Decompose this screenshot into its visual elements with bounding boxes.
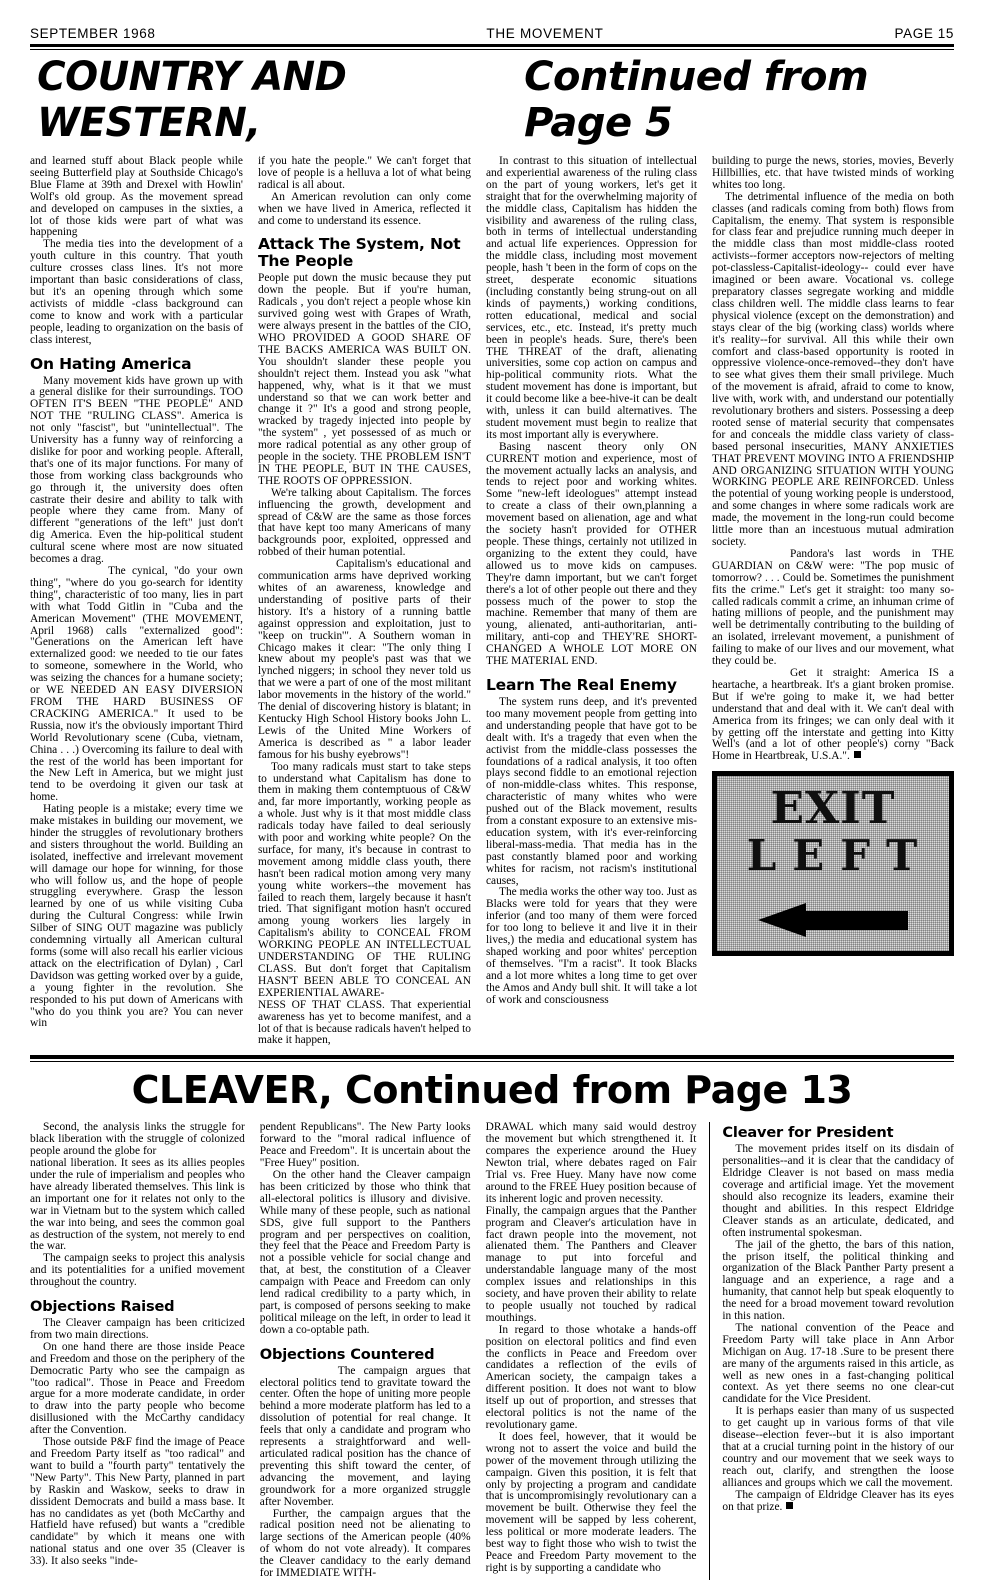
article2-column-1: [30, 1122, 258, 1580]
exit-graphic-line2: LEFT: [746, 831, 934, 881]
paragraph: pendent Republicans". The New Party looks forward to the "moral radical influence of Peace and Freedom". It is uncertain about the "Free Huey" position.: [259, 1121, 471, 1170]
subheading-on-hating-america: On Hating America: [30, 354, 192, 373]
paragraph: if you hate the people." We can't forget that love of people is a helluva a lot of what being radical is all about.: [258, 155, 471, 191]
subheading-learn-the-real-enemy: Learn The Real Enemy: [486, 675, 677, 694]
paragraph: Capitalism's educational and communication arms have deprived working whites of an awareness, knowledge and understanding of positive parts of their history. It's a history of a running battle against oppression and exploitation, just to "keep on truckin'". A Southern woman in Chicago makes it clear: "The only thing I knew about my people's past was that we lynched niggers; in school they never told us that we were a part of one of the most militant labor movements in the history of the world." The denial of discovering history is blatant; in Kentucky High School History books John L. Lewis of the United Mine Workers of America is described as " a labor leader famous for his bushy eyebrows"!: [258, 558, 471, 761]
paragraph: Second, the analysis links the struggle for black liberation with the struggle of colonized people around the globe for: [30, 1121, 245, 1158]
left-arrow-icon: [717, 903, 949, 937]
paragraph: Hating people is a mistake; every time we make mistakes in building our movement, we hinder the struggles of revolutionary brothers and sisters throughout the world. Building an isolated, ineffective and irrelevant movement will damage our hope for winning, for those who will follow us, and the hope of people struggling everywhere. Grasp the lesson learned by one of us while visiting Cuba during the Cultural Congress: while Irwin Silber of SING OUT magazine was publicly condemning virtually all American cultural forms (some will also recall his earlier vicious attack on the electrification of Dylan) , Carl Davidson was getting worked over by a guide, a young fighter in the revolution. She responded to his put down of Americans with "who do you think you are? You can never win: [30, 803, 243, 1030]
paragraph: People put down the music because they put down the people. But if you're human, Radicals , you don't reject a people whose kin survived going west with Grapes of Wrath, were always present in the battles of the CIO, WHO PROVIDED A GOOD SHARE OF THE BACKS AMERICA WAS BUILT ON. You shouldn't slander these people you shouldn't reject them. Instead you ask "what happened, why, what is it that we must understand so that we can work better and change it ?" It's a good and strong people, wracked by tragedy injected into people by "the system" , yet possessed of as much or more radical potential as any other group of people in the society. THE PROBLEM ISN'T IN THE PEOPLE, BUT IN THE CAUSES, THE ROOTS OF OPPRESSION.: [258, 272, 471, 487]
subheading-cleaver-for-president: Cleaver for President: [722, 1124, 894, 1142]
exit-graphic-line1: EXIT: [770, 783, 896, 835]
article1-headline-continued: Continued from Page 5: [524, 54, 869, 146]
paragraph: and learned stuff about Black people while seeing Butterfield play at Southside Chicago's Blue Flame at 39th and Drexel with Howlin' Wolf's old group. As the movement spread and developed on campuses in the sixties, a lot of those kids were part of what was happening: [30, 155, 243, 239]
paragraph: The Cleaver campaign has been criticized from two main directions.: [30, 1317, 245, 1341]
subheading-attack-the-system: Attack The System, Not The People: [258, 235, 461, 271]
end-mark-icon: [786, 1502, 793, 1509]
paragraph: It does feel, however, that it would be wrong not to assert the voice and build the power of the movement through utilizing the campaign. Given this position, it is felt that only by projecting a program and candidate that is uncompromisingly revolutionary can a movement be built. Otherwise they feel the movement will be sapped by less coherent, less political or more moderate leaders. The best way to fight those who wish to twist the Peace and Freedom Party movement to the right is by supporting a candidate who: [485, 1430, 697, 1574]
paragraph: In contrast to this situation of intellectual and experiential awareness of the ruling class on the part of young workers, let's get it straight that for the overwhelming majority of the middle class, Capitalism has hidden the visibility and awareness of the ruling class, both in terms of intellectual understanding and actual life experiences. Oppression for the middle class, including most movement people, hash 't been in the form of cops on the street, desperate economic situations (including constantly being strung-out on all kinds of payments,) working conditions, rotten educational, medical and social services, etc., etc. Instead, it's pretty much been in people's heads. Sure, there's been THE THREAT of the draft, alienating universities, some cop action on campus and hip-political community riots. What the student movement has done is important, but it could become like a bee-hive-it can be dealt with, unless it can build alternatives. The student movement must begin to realize that its most important ally is everywhere.: [486, 155, 697, 441]
paragraph: The media works the other way too. Just as Blacks were told for years that they were inferior (and too many of them were forced for too long to believe it and live it in their lives,) the media and educational system has shaped working and poor whites' perception of themselves. "I'm a racist". It took Blacks and a lot more whites a long time to get over the Amos and Andy bull shit. It will take a lot of work and consciousness: [486, 886, 697, 1006]
paragraph: Too many radicals must start to take steps to understand what Capitalism has done to them in making them contemptuous of C&W and, far more importantly, working people as a whole. Just why is it that most middle class radicals today have failed to deal seriously with poor and working white people? On the surface, for many, it's because in contrast to movement among middle class youth, there hasn't been radical motion among very many young white workers--the movement has failed to reach them, largely because it hasn't tried. That signifigant motion hasn't occured among young workers lies largely in Capitalism's ability to CONCEAL FROM WORKING PEOPLE AN INTELLECTUAL UNDERSTANDING OF THE RULING CLASS. But don't forget that Capitalism HASN'T BEEN ABLE TO CONCEAL AN EXPERIENTIAL AWARE-: [258, 760, 471, 999]
masthead-page-number: PAGE 15: [894, 26, 954, 41]
paragraph: The campaign argues that electoral politics tend to gravitate toward the center. Often the hope of uniting more people behind a more moderate platform has led to a dissolution of potential for real change. It feels that only a candidate and program who represents a straightforward and well-articulated radical position has the chance of preventing this shift toward the center, of advancing the movement, and laying groundwork for a more organized struggle after November.: [259, 1364, 471, 1508]
paragraph: We're talking about Capitalism. The forces influencing the growth, development and spread of C&W are the same as those forces that have kept too many Americans of many backgrounds poor, exploited, oppressed and robbed of their human potential.: [258, 486, 471, 559]
paragraph: The jail of the ghetto, the bars of this nation, the prison itself, the political thinking and organization of the Black Panther Party present a language and an experience, a rage and a humanity, that cannot help but speak eloquently to the need for a broad movement toward revolution in this nation.: [722, 1238, 954, 1323]
paragraph: On the other hand the Cleaver campaign has been criticized by those who think that all-electoral politics is illusory and divisive. While many of these people, such as national SDS, give full support to the Panthers program and per perspectives on coalition, they feel that the Peace and Freedom Party is not a possible vehicle for social change and that, at best, the constitution of a Cleaver campaign with Peace and Freedom can only lend radical credibility to a party which, in part, is composed of persons seeking to make political mileage on the left, in order to lead it down a co-optable path.: [259, 1168, 471, 1336]
end-mark-icon: [854, 751, 861, 758]
exit-left-graphic: [712, 771, 954, 956]
paragraph: The system runs deep, and it's prevented too many movement people from getting into and understanding people that have got to be dealt with. It's a tragedy that even when the activist from the middle-class possesses the foundations of a radical analysis, it too often plays second fiddle to an emotional rejection of non-middle-class whites. This response, characteristic of many whites who were pushed out of the Black movement, results from a constant exposure to an extensive mis-education system, with it's ever-reinforcing liberal-mass-media. That media has in the past constantly blamed poor and working whites for racism, not racism's institutional causes,: [486, 695, 697, 887]
paragraph: On one hand there are those inside Peace and Freedom and those on the periphery of the Democratic Party who see the campaign as "too radical". Those in Peace and Freedom argue for a more moderate candidate, in order to draw into the party people who become disillusioned with the McCarthy candidacy after the Convention.: [30, 1340, 245, 1437]
paragraph: Pandora's last words in THE GUARDIAN on C&W were: "The pop music of tomorrow? . . . Could be. Sometimes the punishment fits the crime." Let's get it straight: too many so-called radicals commit a crime, an inhuman crime of hating millions of people, and the punishment may well be detrimentally contributing to the building of an isolated, irrelevant movement, a punishment of failing to make of our lives and our movement, what they could be.: [712, 547, 954, 668]
paragraph: An American revolution can only come when we have lived in America, reflected it and come to understand its essence.: [258, 190, 471, 227]
paragraph: The detrimental influence of the media on both classes (and radicals coming from both) flows from Capitalism, the enemy. That system is responsible for class fear and prejudice running much deeper in the middle class than most middle-class rooted activists--former acceptors now-rejectors of melting pot-classless-Capitalist-ideology-- could ever have imagined or been aware. Vocational vs. college preparatory classes segregate working and middle class children well. The middle class learns to fear physical violence (except on the demonstration) and stays clear of the big (working class) worlds where it's reality--for survival. All this while their own comfort and class-based opportunity is rooted in oppressive violence-once-removed--they don't have to see what gives them their small privilege. Much of the movement is afraid, afraid to come to know, live with, work with, and understand our potentially revolutionary brothers and sisters. Possessing a deep rooted sense of material security that compensates for and conceals the middle class variety of class-based personal insecurities, MANY ANXIETIES THAT PREVENT MOVING INTO A FRIENDSHIP AND ORGANIZING SITUATION WITH YOUNG WORKING PEOPLE ARE REINFORCED. Unless the potential of young working people is understood, and some changes in where some radicals work are made, the movement in the long-run could become little more than an incestuous mutual admiration society.: [712, 190, 954, 548]
article1-headline: [30, 54, 954, 146]
subheading-objections-raised: Objections Raised: [30, 1298, 175, 1316]
article1-column-4: [710, 156, 954, 1047]
paragraph: The media ties into the development of a youth culture in this country. That youth culture crosses class lines. It's not more important than basic considerations of class, but it's an opening through which some activists of middle -class background can come to know and work with a particular people, leading to organization on the basis of class interest,: [30, 238, 243, 346]
paragraph: The national convention of the Peace and Freedom Party will take place in Ann Arbor Michigan on Aug. 17-18 .Sure to be present there are many of the arguments raised in this article, as well as new ones in a fast-changing political context. As yet there seems no one clear-cut candidate for the Vice President.: [722, 1321, 954, 1406]
paragraph: Further, the campaign argues that the radical position need not be alienating to large sections of the American people (40% of whom do not vote already). It compares the Cleaver candidacy to the early demand for IMMEDIATE WITH-: [259, 1507, 471, 1580]
paragraph-text: The campaign of Eldridge Cleaver has its eyes on that prize.: [722, 1488, 954, 1513]
paragraph: In regard to those whotake a hands-off position on electoral politics and find even the conflicts in Peace and Freedom over candidates a reflection of the evils of American society, the campaign takes a different position. It does not want to blow itself up out of proportion, and stresses that electoral politics is not the name of the revolutionary game.: [485, 1323, 697, 1431]
paragraph: [722, 1490, 954, 1514]
masthead-date: SEPTEMBER 1968: [30, 26, 156, 41]
paragraph: building to purge the news, stories, movies, Beverly Hillbillies, etc. that have twisted minds of working whites too long.: [712, 155, 954, 191]
article2-column-2: [258, 1122, 484, 1580]
article1-column-1: [30, 156, 256, 1047]
paragraph: The campaign seeks to project this analysis and its potentialities for a unified movement throughout the country.: [30, 1252, 245, 1289]
paragraph: It is perhaps easier than many of us suspected to get caught up in various forms of that vile disease--election fever--but it is also important that at a crucial turning point in the history of our country and our movement that we seek ways to reach out, clarify, and strengthen the loose alliances and groups which we call the movement.: [722, 1405, 954, 1489]
paragraph: Finally, the campaign argues that the Panther program and Cleaver's articulation have in fact drawn people into the movement, not alienated them. The Panthers and Cleaver manage to put into forceful and understandable language many of the most complex issues and relationships in this society, and have proven their ability to relate to people usually not touched by radical mouthings.: [485, 1204, 697, 1324]
article1-column-2: [256, 156, 484, 1047]
paragraph: The cynical, "do your own thing", "where do you go-search for identity thing", characteristic of too many, lies in part with what Todd Gitlin in "Cuba and the American Movement" (THE MOVEMENT, April 1968) calls "externalized good": "Generations on the American left have externalized good: we needed to tie our fates to someone, somewhere in the World, who was seizing the chances for a humane society; or WE NEEDED AN EASY DIVERSION FROM THE HARD BUSINESS OF CRACKING AMERICA." It used to be Russia, now it's the obviously important Third World Revolutionary scene (Cuba, vietnam, China . . .) Overcoming its failure to deal with the rest of the world has been important for the New Left in America, but we might just tend to be overdoing it given our task at home.: [30, 565, 243, 804]
article-divider: [30, 1055, 954, 1062]
column-rule: [709, 1122, 710, 1580]
article2-column-4: [718, 1122, 954, 1580]
paragraph: [712, 668, 954, 763]
masthead-publication: THE MOVEMENT: [486, 26, 604, 41]
paragraph: Basing nascent theory only ON CURRENT motion and experience, most of the movement actually lacks an analysis, and tends to reject poor and working whites. Some "new-left ideologues" attempt instead to create a class of their own,planning a movement based on alienation, age and what the society hasn't provided for OTHER people. These things, certainly not utilized in organizing to the extent they could, have allowed us to move kids on campuses. They're damn important, but we can't forget there's a lot of other people out there and they possess much of the power to stop the machine. Remember that many of them are young, alienated, anti-authoritarian, anti-military, anti-cop and THEY'RE SHORT-CHANGED A WHOLE LOT MORE ON THE MATERIAL END.: [486, 440, 697, 668]
paragraph: NESS OF THAT CLASS. That experiential awareness has yet to become manifest, and a lot of that is because radicals haven't helped to make it happen,: [258, 998, 471, 1047]
masthead: [30, 26, 954, 44]
article1-columns: [30, 156, 954, 1047]
paragraph: Those outside P&F find the image of Peace and Freedom Party itself as "too radical" and want to build a "fourth party" tentatively the "New Party". This New Party, planned in part by Raskin and Waskow, seeks to draw in dissident Democrats and build a mass base. It has no candidates as yet (both McCarthy and Hatfield have refused) but wants a "credible candidate" by which it means one with national status and one over 35 (Cleaver is 33). It also seeks "inde-: [30, 1436, 245, 1568]
paragraph-text: Get it straight: America IS a heartache, a heartbreak. It's a giant broken promise. But if we're going to make it, we had better understand that and deal with it. We can't deal with America from its fringes; we can only deal with it by getting off the interstate and getting into Kitty Well's (and a lot of other people's) corny "Back Home in Heartbreak, U.S.A.".: [712, 666, 954, 763]
article2-column-3: [484, 1122, 710, 1580]
article2-columns: [30, 1122, 954, 1580]
subheading-objections-countered: Objections Countered: [259, 1345, 435, 1363]
article1-column-3: [484, 156, 710, 1047]
paragraph: The movement prides itself on its disdain of personalities--and it is clear that the candidacy of Eldridge Cleaver is not based on mass media coverage and artificial image. Yet the movement should also recognize its leaders, examine their thought and abilities. In this respect Eldridge Cleaver stands as an articulate, dedicated, and often instrumental spokesman.: [722, 1143, 954, 1239]
paragraph: national liberation. It sees as its allies peoples under the rule of imperialism and peoples who have already liberated themselves. This link is an important one for it relates not only to the war in Vietnam but to the system which called the war into being, and sees the common goal as destruction of the system, not merely to end the war.: [30, 1157, 245, 1253]
article1-headline-main: COUNTRY AND WESTERN,: [37, 54, 347, 146]
article2-headline: CLEAVER, Continued from Page 13: [131, 1068, 853, 1113]
paragraph: Many movement kids have grown up with a general dislike for their surroundings. TOO OFTEN IT'S BEEN "THE PEOPLE" AND NOT THE "RULING CLASS". America is not only "fascist", but "unintellectual". The University has a funny way of reinforcing a dislike for poor and working people. Afterall, that's one of its major functions. For many of those from working class backgrounds who go through it, the university does often castrate their desire and ability to talk with people where they came from. Many of different "generations of the left" just don't dig America. Even the hip-political student cultural scene where most are now situated becomes a drag.: [30, 374, 243, 566]
paragraph: DRAWAL which many said would destroy the movement but which strengthened it. It compares the experience around the Huey Newton trial, where debates raged on Fair Trial vs. Free Huey. Many have now come around to the FREE Huey position because of its inherent logic and proven necessity.: [485, 1121, 697, 1205]
masthead-rule: [30, 44, 954, 50]
